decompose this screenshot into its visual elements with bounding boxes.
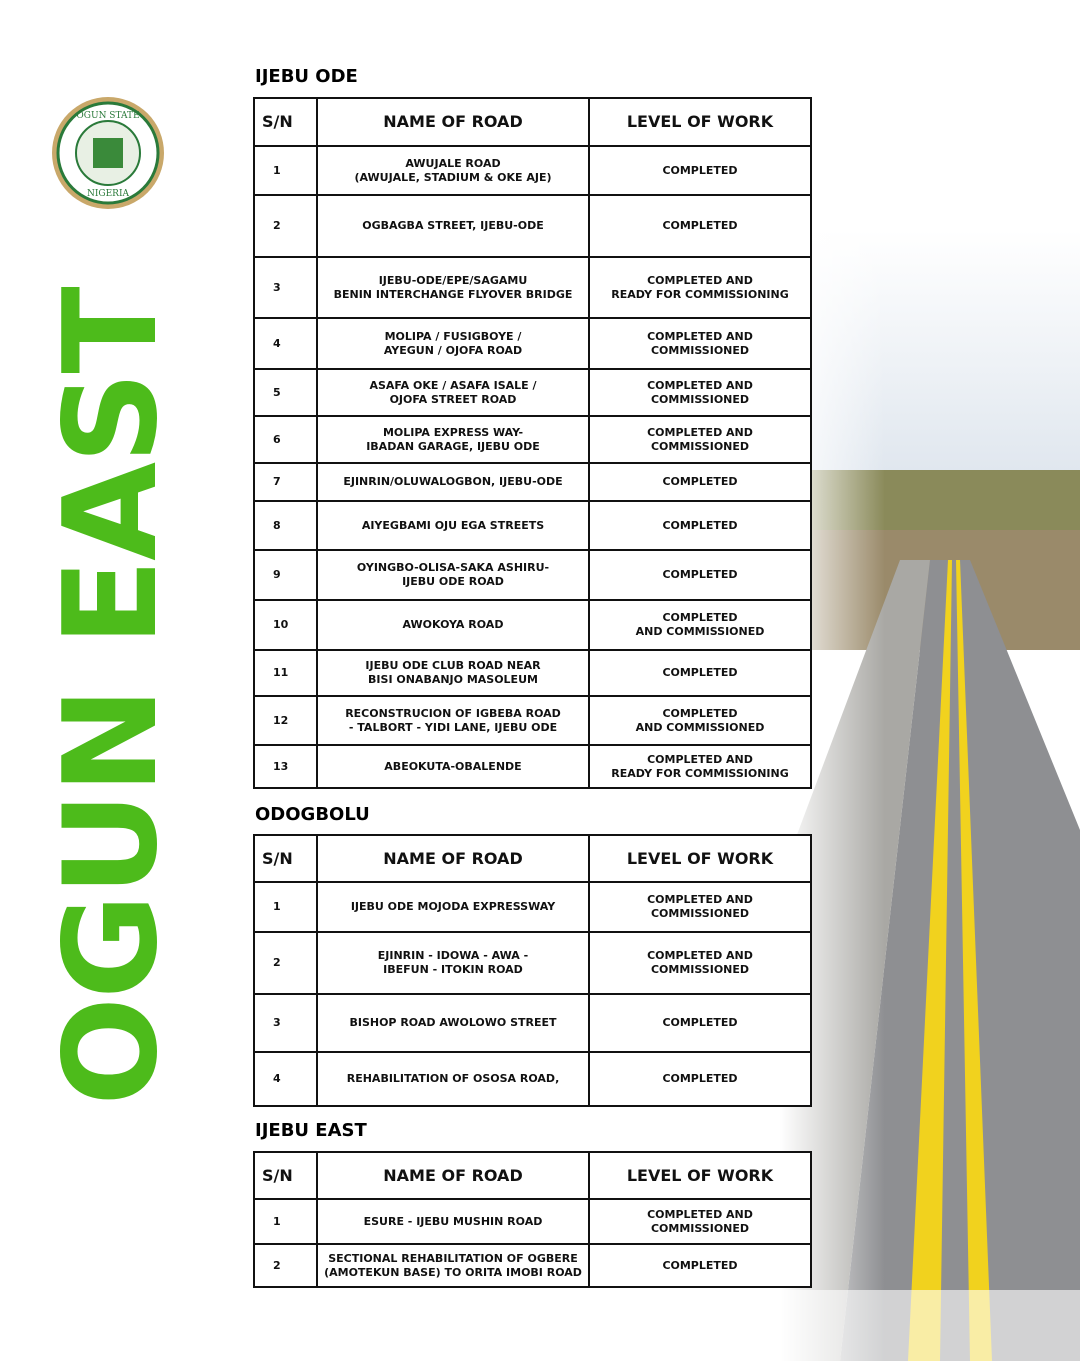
road-name: ASAFA OKE / ASAFA ISALE / OJOFA STREET ROAD xyxy=(317,369,589,416)
table-row xyxy=(254,600,811,650)
row-sn: 7 xyxy=(254,463,317,501)
level-of-work: COMPLETED xyxy=(589,1244,811,1287)
header-level: LEVEL OF WORK xyxy=(589,98,811,146)
row-sn: 4 xyxy=(254,1052,317,1106)
row-sn: 1 xyxy=(254,146,317,195)
level-of-work: COMPLETED xyxy=(589,195,811,257)
table-row xyxy=(254,257,811,318)
level-of-work: COMPLETED xyxy=(589,994,811,1052)
level-of-work: COMPLETED AND READY FOR COMMISSIONING xyxy=(589,257,811,318)
header-row xyxy=(254,1152,811,1199)
road-name: IJEBU-ODE/EPE/SAGAMU BENIN INTERCHANGE FLYOVER BRIDGE xyxy=(317,257,589,318)
road-name: OYINGBO-OLISA-SAKA ASHIRU- IJEBU ODE ROAD xyxy=(317,550,589,600)
road-name: ESURE - IJEBU MUSHIN ROAD xyxy=(317,1199,589,1244)
section-title: IJEBU EAST xyxy=(255,1120,367,1141)
row-sn: 11 xyxy=(254,650,317,696)
table-row xyxy=(254,416,811,463)
row-sn: 2 xyxy=(254,1244,317,1287)
level-of-work: COMPLETED xyxy=(589,463,811,501)
row-sn: 4 xyxy=(254,318,317,369)
table-row xyxy=(254,994,811,1052)
table-row xyxy=(254,1244,811,1287)
road-name: IJEBU ODE MOJODA EXPRESSWAY xyxy=(317,882,589,932)
level-of-work: COMPLETED xyxy=(589,1052,811,1106)
road-name: SECTIONAL REHABILITATION OF OGBERE (AMOTEKUN BASE) TO ORITA IMOBI ROAD xyxy=(317,1244,589,1287)
row-sn: 1 xyxy=(254,1199,317,1244)
row-sn: 6 xyxy=(254,416,317,463)
road-name: ABEOKUTA-OBALENDE xyxy=(317,745,589,788)
level-of-work: COMPLETED AND COMMISSIONED xyxy=(589,416,811,463)
road-name: AWOKOYA ROAD xyxy=(317,600,589,650)
level-of-work: COMPLETED AND COMMISSIONED xyxy=(589,696,811,745)
level-of-work: COMPLETED AND COMMISSIONED xyxy=(589,369,811,416)
table-row xyxy=(254,745,811,788)
header-row xyxy=(254,835,811,882)
region-title: OGUN EAST xyxy=(37,288,186,1106)
roads-table xyxy=(253,97,812,789)
road-name: BISHOP ROAD AWOLOWO STREET xyxy=(317,994,589,1052)
row-sn: 2 xyxy=(254,195,317,257)
level-of-work: COMPLETED AND COMMISSIONED xyxy=(589,932,811,994)
level-of-work: COMPLETED AND READY FOR COMMISSIONING xyxy=(589,745,811,788)
level-of-work: COMPLETED xyxy=(589,650,811,696)
road-name: EJINRIN - IDOWA - AWA - IBEFUN - ITOKIN ROAD xyxy=(317,932,589,994)
section-title: IJEBU ODE xyxy=(255,66,358,87)
row-sn: 9 xyxy=(254,550,317,600)
row-sn: 1 xyxy=(254,882,317,932)
road-name: IJEBU ODE CLUB ROAD NEAR BISI ONABANJO MASOLEUM xyxy=(317,650,589,696)
row-sn: 3 xyxy=(254,257,317,318)
road-name: RECONSTRUCION OF IGBEBA ROAD - TALBORT - YIDI LANE, IJEBU ODE xyxy=(317,696,589,745)
road-name: MOLIPA EXPRESS WAY- IBADAN GARAGE, IJEBU ODE xyxy=(317,416,589,463)
table-row xyxy=(254,650,811,696)
level-of-work: COMPLETED xyxy=(589,146,811,195)
table-row xyxy=(254,1052,811,1106)
roads-table xyxy=(253,834,812,1107)
table-row xyxy=(254,696,811,745)
row-sn: 3 xyxy=(254,994,317,1052)
road-name: EJINRIN/OLUWALOGBON, IJEBU-ODE xyxy=(317,463,589,501)
svg-text:NIGERIA: NIGERIA xyxy=(86,189,130,199)
road-name: AWUJALE ROAD (AWUJALE, STADIUM & OKE AJE) xyxy=(317,146,589,195)
level-of-work: COMPLETED AND COMMISSIONED xyxy=(589,318,811,369)
svg-text:OGUN STATE: OGUN STATE xyxy=(76,111,140,121)
level-of-work: COMPLETED AND COMMISSIONED xyxy=(589,600,811,650)
road-name: OGBAGBA STREET, IJEBU-ODE xyxy=(317,195,589,257)
row-sn: 12 xyxy=(254,696,317,745)
header-sn: S/N xyxy=(254,835,317,882)
roads-table xyxy=(253,1151,812,1288)
level-of-work: COMPLETED AND COMMISSIONED xyxy=(589,1199,811,1244)
table-row xyxy=(254,146,811,195)
level-of-work: COMPLETED AND COMMISSIONED xyxy=(589,882,811,932)
header-sn: S/N xyxy=(254,98,317,146)
header-name: NAME OF ROAD xyxy=(317,1152,589,1199)
table-row xyxy=(254,550,811,600)
header-level: LEVEL OF WORK xyxy=(589,835,811,882)
table-row xyxy=(254,369,811,416)
table-row xyxy=(254,318,811,369)
table-row xyxy=(254,501,811,550)
header-sn: S/N xyxy=(254,1152,317,1199)
ogun-state-logo xyxy=(51,96,165,210)
level-of-work: COMPLETED xyxy=(589,501,811,550)
row-sn: 8 xyxy=(254,501,317,550)
road-photo xyxy=(780,230,1080,1361)
row-sn: 5 xyxy=(254,369,317,416)
section-title: ODOGBOLU xyxy=(255,804,370,825)
row-sn: 2 xyxy=(254,932,317,994)
header-name: NAME OF ROAD xyxy=(317,98,589,146)
table-row xyxy=(254,882,811,932)
road-name: MOLIPA / FUSIGBOYE / AYEGUN / OJOFA ROAD xyxy=(317,318,589,369)
row-sn: 13 xyxy=(254,745,317,788)
table-row xyxy=(254,932,811,994)
level-of-work: COMPLETED xyxy=(589,550,811,600)
header-level: LEVEL OF WORK xyxy=(589,1152,811,1199)
table-row xyxy=(254,463,811,501)
row-sn: 10 xyxy=(254,600,317,650)
road-name: REHABILITATION OF OSOSA ROAD, xyxy=(317,1052,589,1106)
table-row xyxy=(254,1199,811,1244)
table-row xyxy=(254,195,811,257)
road-name: AIYEGBAMI OJU EGA STREETS xyxy=(317,501,589,550)
header-row xyxy=(254,98,811,146)
header-name: NAME OF ROAD xyxy=(317,835,589,882)
